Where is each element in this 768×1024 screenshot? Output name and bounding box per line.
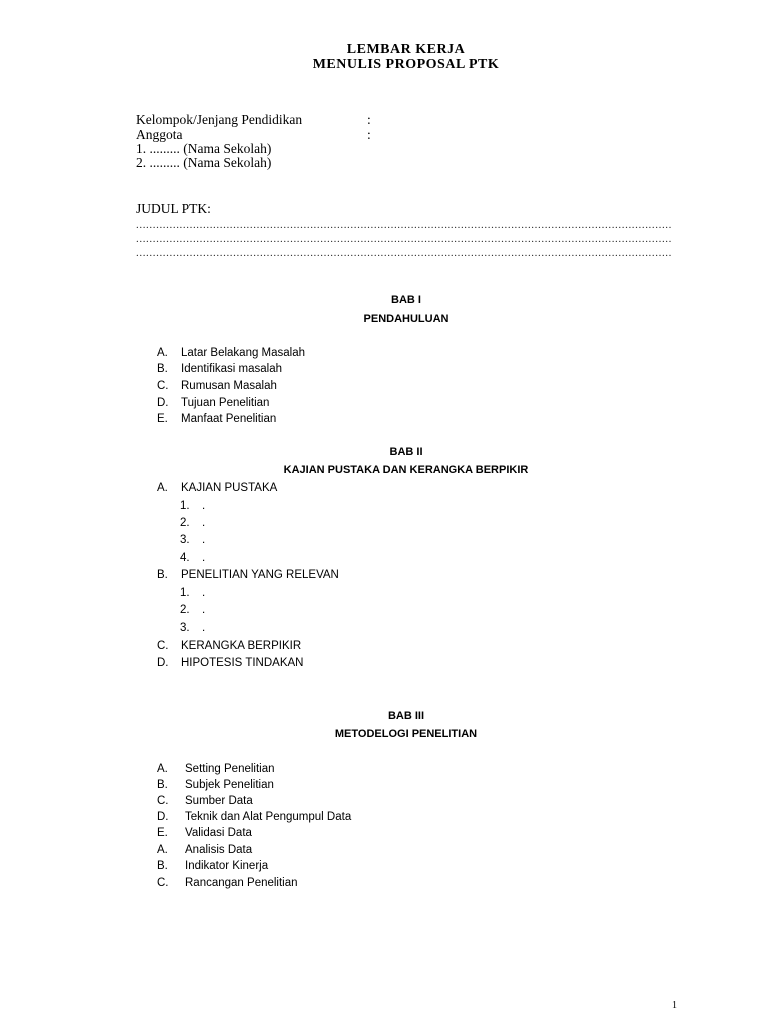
- bab3-title: METODELOGI PENELITIAN: [334, 728, 478, 740]
- bab3-heading: BAB III: [387, 710, 425, 722]
- judul-dotted-line-2: ................................................................................................................................................................: [136, 233, 672, 245]
- document-subtitle: MENULIS PROPOSAL PTK: [312, 57, 500, 72]
- bab2-heading: BAB II: [389, 446, 423, 458]
- anggota-colon: :: [367, 127, 371, 142]
- anggota-label: Anggota: [136, 127, 183, 142]
- member-2: 2. ......... (Nama Sekolah): [136, 155, 272, 170]
- jenjang-label: Kelompok/Jenjang Pendidikan: [136, 112, 303, 127]
- member-1: 1. ......... (Nama Sekolah): [136, 141, 272, 156]
- page-number: 1: [672, 1000, 677, 1011]
- document-page: LEMBAR KERJA MENULIS PROPOSAL PTK Kelompok/Jenjang Pendidikan : Anggota : 1. ......... (Nama Sekolah) 2. ......... (Nama Sekolah) JUDUL PTK: ................................................................................................................................................................ ................................................................................................................................................................ ................................................................................................................................................................ BAB I PENDAHULUAN A. Latar Belakang Masalah B. Identifikasi masalah C. Rumusan Masalah D. Tujuan Penelitian E. Manfaat Penelitian BAB II KAJIAN PUSTAKA DAN KERANGKA BERPIKIR A. KAJIAN PUSTAKA 1. . 2. . 3. . 4. . B. PENELITIAN YANG RELEVAN 1. . 2. . 3. . C. KERANGKA BERPIKIR D. HIPOTESIS TINDAKAN BAB III METODELOGI PENELITIAN A. Setting Penelitian B. Subjek Penelitian C. Sumber Data D. Teknik dan Alat Pengumpul Data E. Validasi Data A. Analisis Data B. Indikator Kinerja C. Rancangan Penelitian 1: [0, 0, 768, 1024]
- document-title: LEMBAR KERJA: [346, 42, 466, 57]
- judul-label: JUDUL PTK:: [136, 201, 211, 216]
- judul-dotted-line-1: ................................................................................................................................................................: [136, 219, 672, 231]
- bab2-title: KAJIAN PUSTAKA DAN KERANGKA BERPIKIR: [283, 464, 529, 476]
- jenjang-colon: :: [367, 112, 371, 127]
- bab1-title: PENDAHULUAN: [363, 313, 449, 325]
- bab1-heading: BAB I: [391, 294, 421, 306]
- judul-dotted-line-3: ................................................................................................................................................................: [136, 247, 672, 259]
